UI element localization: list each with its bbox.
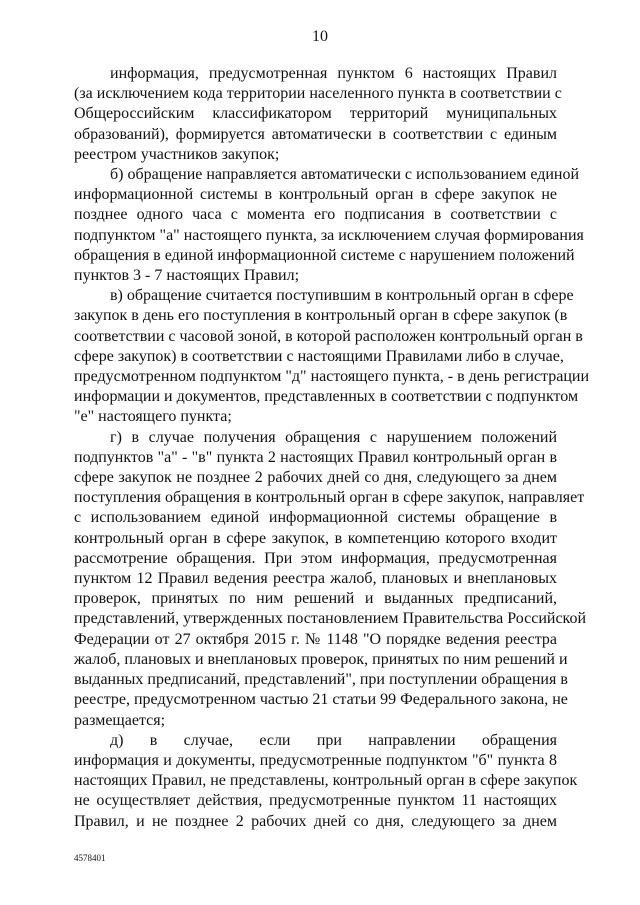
paragraph-line: б) обращение направляется автоматически с использованием единой — [110, 166, 580, 184]
paragraph-line: позднее одного часа с момента его подписания в соответствии с — [74, 206, 557, 224]
paragraph — [74, 64, 562, 165]
paragraph-line: Правил, и не позднее 2 рабочих дней со дня, следующего за днем — [74, 812, 557, 830]
paragraph-line: в) обращение считается поступившим в контрольный орган в сфере — [110, 287, 574, 305]
paragraph-line: рассмотрение обращения. При этом информация, предусмотренная — [74, 549, 557, 567]
paragraph-line: не осуществляет действия, предусмотренные пунктом 11 настоящих — [74, 792, 557, 810]
paragraph — [74, 731, 578, 832]
paragraph-line: информация, предусмотренная пунктом 6 настоящих Правил — [110, 65, 557, 82]
paragraph-line: закупок в день его поступления в контрольный орган в сфере закупок (в — [74, 307, 568, 325]
paragraph-line: информационной системы в контрольный орган в сфере закупок не — [74, 186, 557, 204]
paragraph-line: реестре, предусмотренном частью 21 статьи 99 Федерального закона, не — [74, 691, 568, 709]
paragraph-line: пунктов 3 - 7 настоящих Правил; — [74, 267, 300, 285]
paragraph-line: проверок, принятых по ним решений и выданных предписаний, — [74, 590, 557, 608]
paragraph-line: д) в случае, если при направлении обращения — [110, 731, 557, 749]
paragraph-line: Федерации от 27 октября 2015 г. № 1148 "О порядке ведения реестра — [74, 630, 557, 648]
paragraph-line: настоящих Правил, не представлены, контрольный орган в сфере закупок — [74, 772, 578, 790]
paragraph-line: представлений, утвержденных постановлением Правительства Российской — [74, 610, 587, 628]
paragraph-line: поступления обращения в контрольный орган в сфере закупок, направляет — [74, 489, 585, 507]
paragraph-line: размещается; — [74, 711, 166, 729]
paragraph-line: информация и документы, предусмотренные подпунктом "б" пункта 8 — [74, 751, 557, 769]
paragraph — [74, 428, 587, 731]
document-code: 4578401 — [74, 853, 106, 863]
paragraph-line: жалоб, плановых и внеплановых проверок, принятых по ним решений и — [74, 650, 568, 668]
paragraph-line: "е" настоящего пункта; — [74, 408, 232, 426]
paragraph-line: образований), формируется автоматически в соответствии с единым — [74, 125, 557, 143]
paragraph-line: контрольный орган в сфере закупок, в компетенцию которого входит — [74, 529, 557, 547]
paragraph-line: соответствии с часовой зоной, в которой расположен контрольный орган в — [74, 327, 583, 345]
paragraph-line: информации и документов, представленных в соответствии с подпунктом — [74, 388, 579, 406]
paragraph — [74, 165, 584, 286]
paragraph-line: подпунктов "а" - "в" пункта 2 настоящих Правил контрольный орган в — [74, 448, 557, 466]
paragraph-line: пунктом 12 Правил ведения реестра жалоб, плановых и внеплановых — [74, 570, 557, 588]
paragraph-line: реестром участников закупок; — [74, 145, 280, 163]
paragraph — [74, 286, 590, 427]
document-body — [74, 64, 590, 832]
paragraph-line: предусмотренном подпунктом "д" настоящего пункта, - в день регистрации — [74, 368, 590, 386]
page-number: 10 — [312, 28, 328, 45]
paragraph-line: с использованием единой информационной системы обращение в — [74, 509, 557, 527]
paragraph-line: Общероссийским классификатором территорий муниципальных — [74, 105, 557, 123]
paragraph-line: сфере закупок не позднее 2 рабочих дней со дня, следующего за днем — [74, 469, 557, 487]
paragraph-line: обращения в единой информационной системе с нарушением положений — [74, 246, 575, 264]
paragraph-line: г) в случае получения обращения с нарушением положений — [110, 428, 557, 446]
paragraph-line: (за исключением кода территории населенного пункта в соответствии с — [74, 85, 562, 103]
paragraph-line: выданных предписаний, представлений", при поступлении обращения в — [74, 671, 568, 689]
paragraph-line: подпунктом "а" настоящего пункта, за исключением случая формирования — [74, 226, 584, 244]
paragraph-line: сфере закупок) в соответствии с настоящими Правилами либо в случае, — [74, 347, 564, 365]
